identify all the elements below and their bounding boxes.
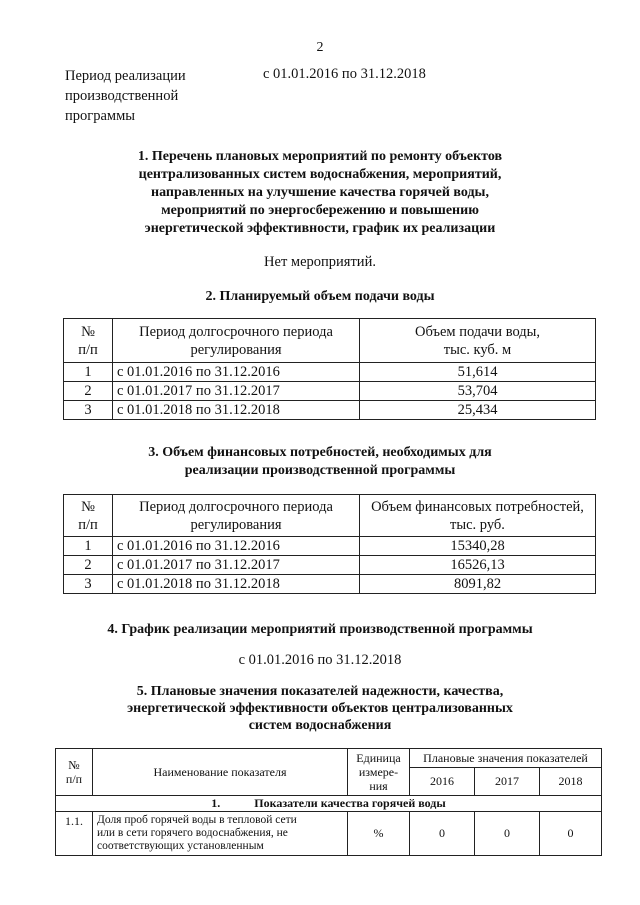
table-row [64,363,596,382]
header-num [56,749,93,796]
row-name-line: Доля проб горячей воды в тепловой сети [97,814,297,826]
header-num-line: № [81,498,95,515]
period-label-line: Период реализации [65,68,186,84]
header-num-line: п/п [65,772,83,786]
row-unit: % [348,812,410,856]
header-num-line: № [68,758,80,772]
group-row-num: 1. [211,796,221,810]
row-period: с 01.01.2016 по 31.12.2016 [113,537,360,556]
section1-title-line: 1. Перечень плановых мероприятий по ремонту объектов [137,149,503,164]
section1-title-line: энергетической эффективности, график их реализации [144,221,496,236]
header-num [64,495,113,537]
period-label [65,66,186,126]
header-unit-line: ния [369,779,388,793]
header-year: 2018 [540,768,602,796]
indicators-table [55,748,602,856]
table-row [64,382,596,401]
row-value: 0 [410,812,475,856]
row-num: 3 [64,575,113,594]
section1-title-line: направленных на улучшение качества горячей воды, [151,185,489,200]
header-volume-line: тыс. руб. [450,516,505,533]
group-row-cell [56,796,602,812]
header-volume [360,319,596,363]
row-period: с 01.01.2018 по 31.12.2018 [113,575,360,594]
header-num-line: п/п [78,341,98,358]
header-volume [360,495,596,537]
section1-note: Нет мероприятий. [264,254,376,270]
financial-needs-table [63,494,596,594]
header-num [64,319,113,363]
row-value: 25,434 [360,401,596,420]
header-period-line: регулирования [190,516,282,533]
section3-title-line: реализации производственной программы [184,463,456,478]
group-row-label: Показатели качества горячей воды [254,796,446,810]
section1-title-line: централизованных систем водоснабжения, мероприятий, [138,167,502,182]
section5-title-line: 5. Плановые значения показателей надежности, качества, [136,684,504,699]
header-planned: Плановые значения показателей [410,749,602,768]
section5-title [0,683,640,734]
section5-title-line: систем водоснабжения [248,718,392,733]
header-period-line: Период долгосрочного периода [139,498,333,515]
water-supply-table [63,318,596,420]
header-volume-line: тыс. куб. м [443,341,512,358]
period-label-line: производственной [65,88,179,104]
header-year: 2016 [410,768,475,796]
section4-value: с 01.01.2016 по 31.12.2018 [238,652,402,668]
header-unit [348,749,410,796]
row-value: 16526,13 [360,556,596,575]
row-period: с 01.01.2018 по 31.12.2018 [113,401,360,420]
header-period-line: Период долгосрочного периода [139,323,333,340]
row-num: 1.1. [56,812,93,856]
section1-title-line: мероприятий по энергосбережению и повышению [161,203,479,218]
row-period: с 01.01.2017 по 31.12.2017 [113,382,360,401]
header-volume-line: Объем подачи воды, [414,323,541,340]
header-unit-line: измере- [358,765,399,779]
section2-title: 2. Планируемый объем подачи воды [205,289,435,304]
period-value: с 01.01.2016 по 31.12.2018 [263,66,426,82]
row-period: с 01.01.2017 по 31.12.2017 [113,556,360,575]
header-period [113,319,360,363]
section3-title-line: 3. Объем финансовых потребностей, необходимых для [148,445,492,460]
header-unit-line: Единица [356,751,401,765]
row-period: с 01.01.2016 по 31.12.2016 [113,363,360,382]
header-num-line: п/п [78,516,98,533]
section5-title-line: энергетической эффективности объектов централизованных [127,701,513,716]
header-volume-line: Объем финансовых потребностей, [371,498,584,515]
period-label-line: программы [65,108,135,124]
page-number: 2 [316,40,324,55]
row-name-line: соответствующих установленным [97,840,264,852]
row-num: 1 [64,537,113,556]
row-num: 2 [64,382,113,401]
header-name: Наименование показателя [93,749,348,796]
group-row [56,796,602,812]
row-value: 53,704 [360,382,596,401]
row-name-line: или в сети горячего водоснабжения, не [97,827,288,839]
header-year: 2017 [475,768,540,796]
table-row [56,812,602,856]
table-row [64,401,596,420]
header-period-line: регулирования [190,341,282,358]
section4-title: 4. График реализации мероприятий производственной программы [107,622,533,637]
section1-title [0,148,640,238]
table-row [64,575,596,594]
row-num: 1 [64,363,113,382]
row-name [93,812,348,856]
row-num: 2 [64,556,113,575]
row-value: 51,614 [360,363,596,382]
row-value: 15340,28 [360,537,596,556]
row-value: 8091,82 [360,575,596,594]
row-value: 0 [540,812,602,856]
table-row [64,556,596,575]
table-row [64,537,596,556]
header-num-line: № [81,323,95,340]
row-value: 0 [475,812,540,856]
row-num: 3 [64,401,113,420]
section3-title [0,444,640,480]
header-period [113,495,360,537]
